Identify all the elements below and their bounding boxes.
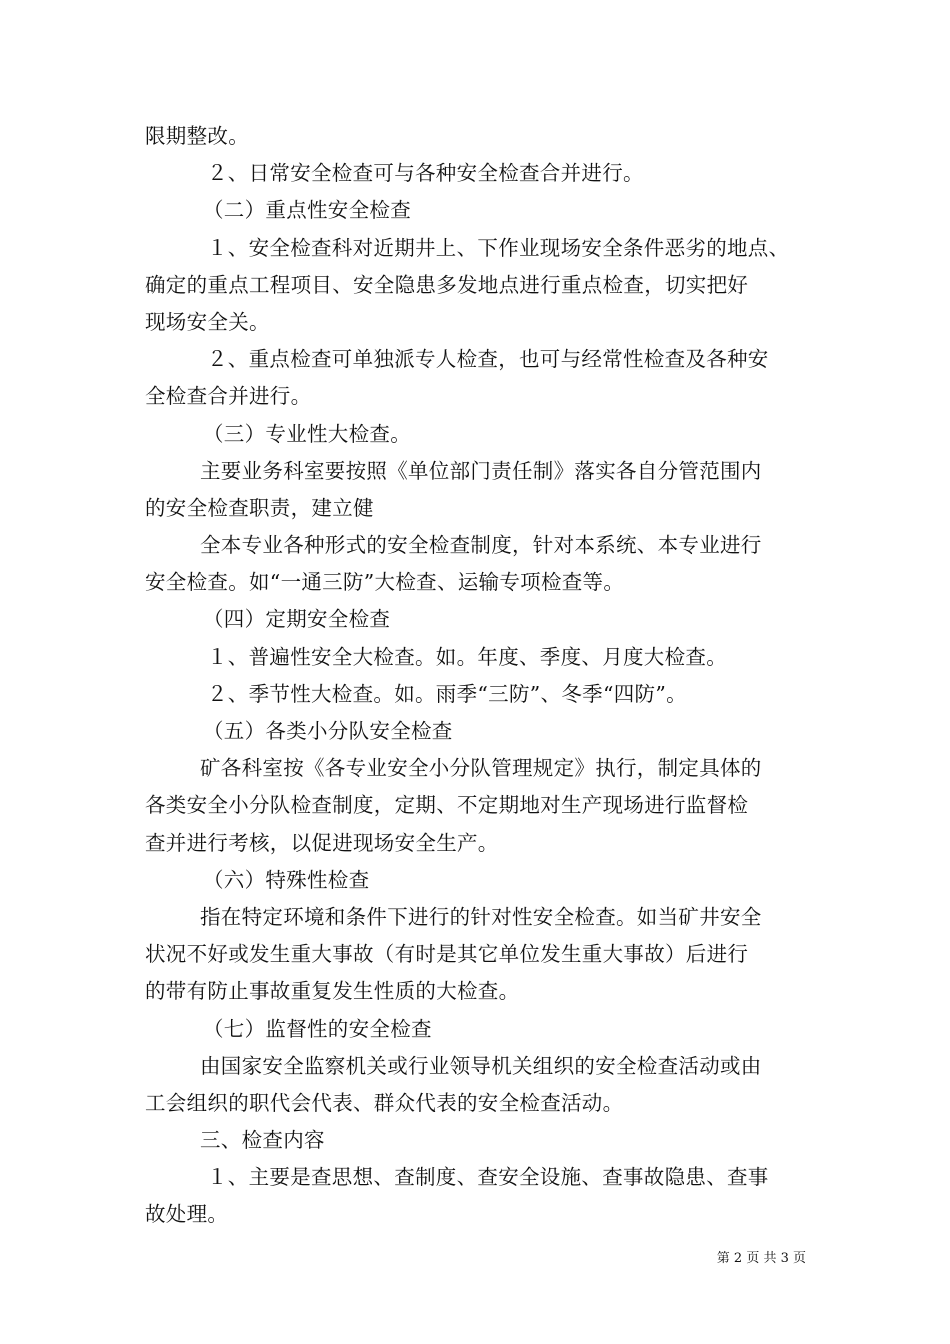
text-line: （七）监督性的安全检查 — [203, 1016, 432, 1041]
text-line: 工会组织的职代会代表、群众代表的安全检查活动。 — [145, 1090, 624, 1115]
text-line: 查并进行考核，以促进现场安全生产。 — [145, 830, 499, 855]
text-line: （三）专业性大检查。 — [203, 421, 411, 446]
text-line: ２、日常安全检查可与各种安全检查合并进行。 — [207, 161, 644, 186]
text-line: 安全检查。如“一通三防”大检查、运输专项检查等。 — [145, 570, 625, 595]
text-line: 的安全检查职责，建立健 — [145, 495, 374, 520]
text-line: １、主要是查思想、查制度、查安全设施、查事故隐患、查事 — [207, 1165, 769, 1190]
text-line: 状况不好或发生重大事故（有时是其它单位发生重大事故）后进行 — [145, 942, 749, 967]
text-line: 限期整改。 — [145, 124, 249, 148]
text-line: 三、检查内容 — [200, 1128, 325, 1153]
text-line: （六）特殊性检查 — [203, 867, 370, 892]
text-line: 由国家安全监察机关或行业领导机关组织的安全检查活动或由 — [200, 1053, 762, 1078]
text-line: （四）定期安全检查 — [203, 607, 391, 632]
text-line: 确定的重点工程项目、安全隐患多发地点进行重点检查，切实把好 — [145, 272, 749, 297]
text-line: 现场安全关。 — [145, 309, 270, 334]
text-line: 各类安全小分队检查制度，定期、不定期地对生产现场进行监督检 — [145, 793, 749, 818]
text-line: 的带有防止事故重复发生性质的大检查。 — [145, 979, 520, 1004]
text-line: 全本专业各种形式的安全检查制度，针对本系统、本专业进行 — [200, 533, 762, 558]
text-line: （五）各类小分队安全检查 — [203, 719, 453, 743]
text-line: １、普遍性安全大检查。如。年度、季度、月度大检查。 — [207, 644, 727, 669]
text-line: 指在特定环境和条件下进行的针对性安全检查。如当矿井安全 — [200, 904, 762, 929]
text-line: ２、重点检查可单独派专人检查，也可与经常性检查及各种安 — [207, 347, 769, 372]
text-line: （二）重点性安全检查 — [203, 198, 411, 223]
page-footer: 第 2 页 共 3 页 — [716, 1251, 806, 1266]
text-line: １、安全检查科对近期井上、下作业现场安全条件恶劣的地点、 — [207, 235, 790, 260]
text-line: 主要业务科室要按照《单位部门责任制》落实各自分管范围内 — [200, 458, 762, 483]
text-line: 全检查合并进行。 — [145, 384, 312, 409]
text-line: 矿各科室按《各专业安全小分队管理规定》执行，制定具体的 — [200, 756, 762, 781]
text-line: ２、季节性大检查。如。雨季“三防”、冬季“四防”。 — [207, 681, 687, 706]
document-body — [145, 118, 810, 1234]
text-line: 故处理。 — [145, 1202, 229, 1227]
